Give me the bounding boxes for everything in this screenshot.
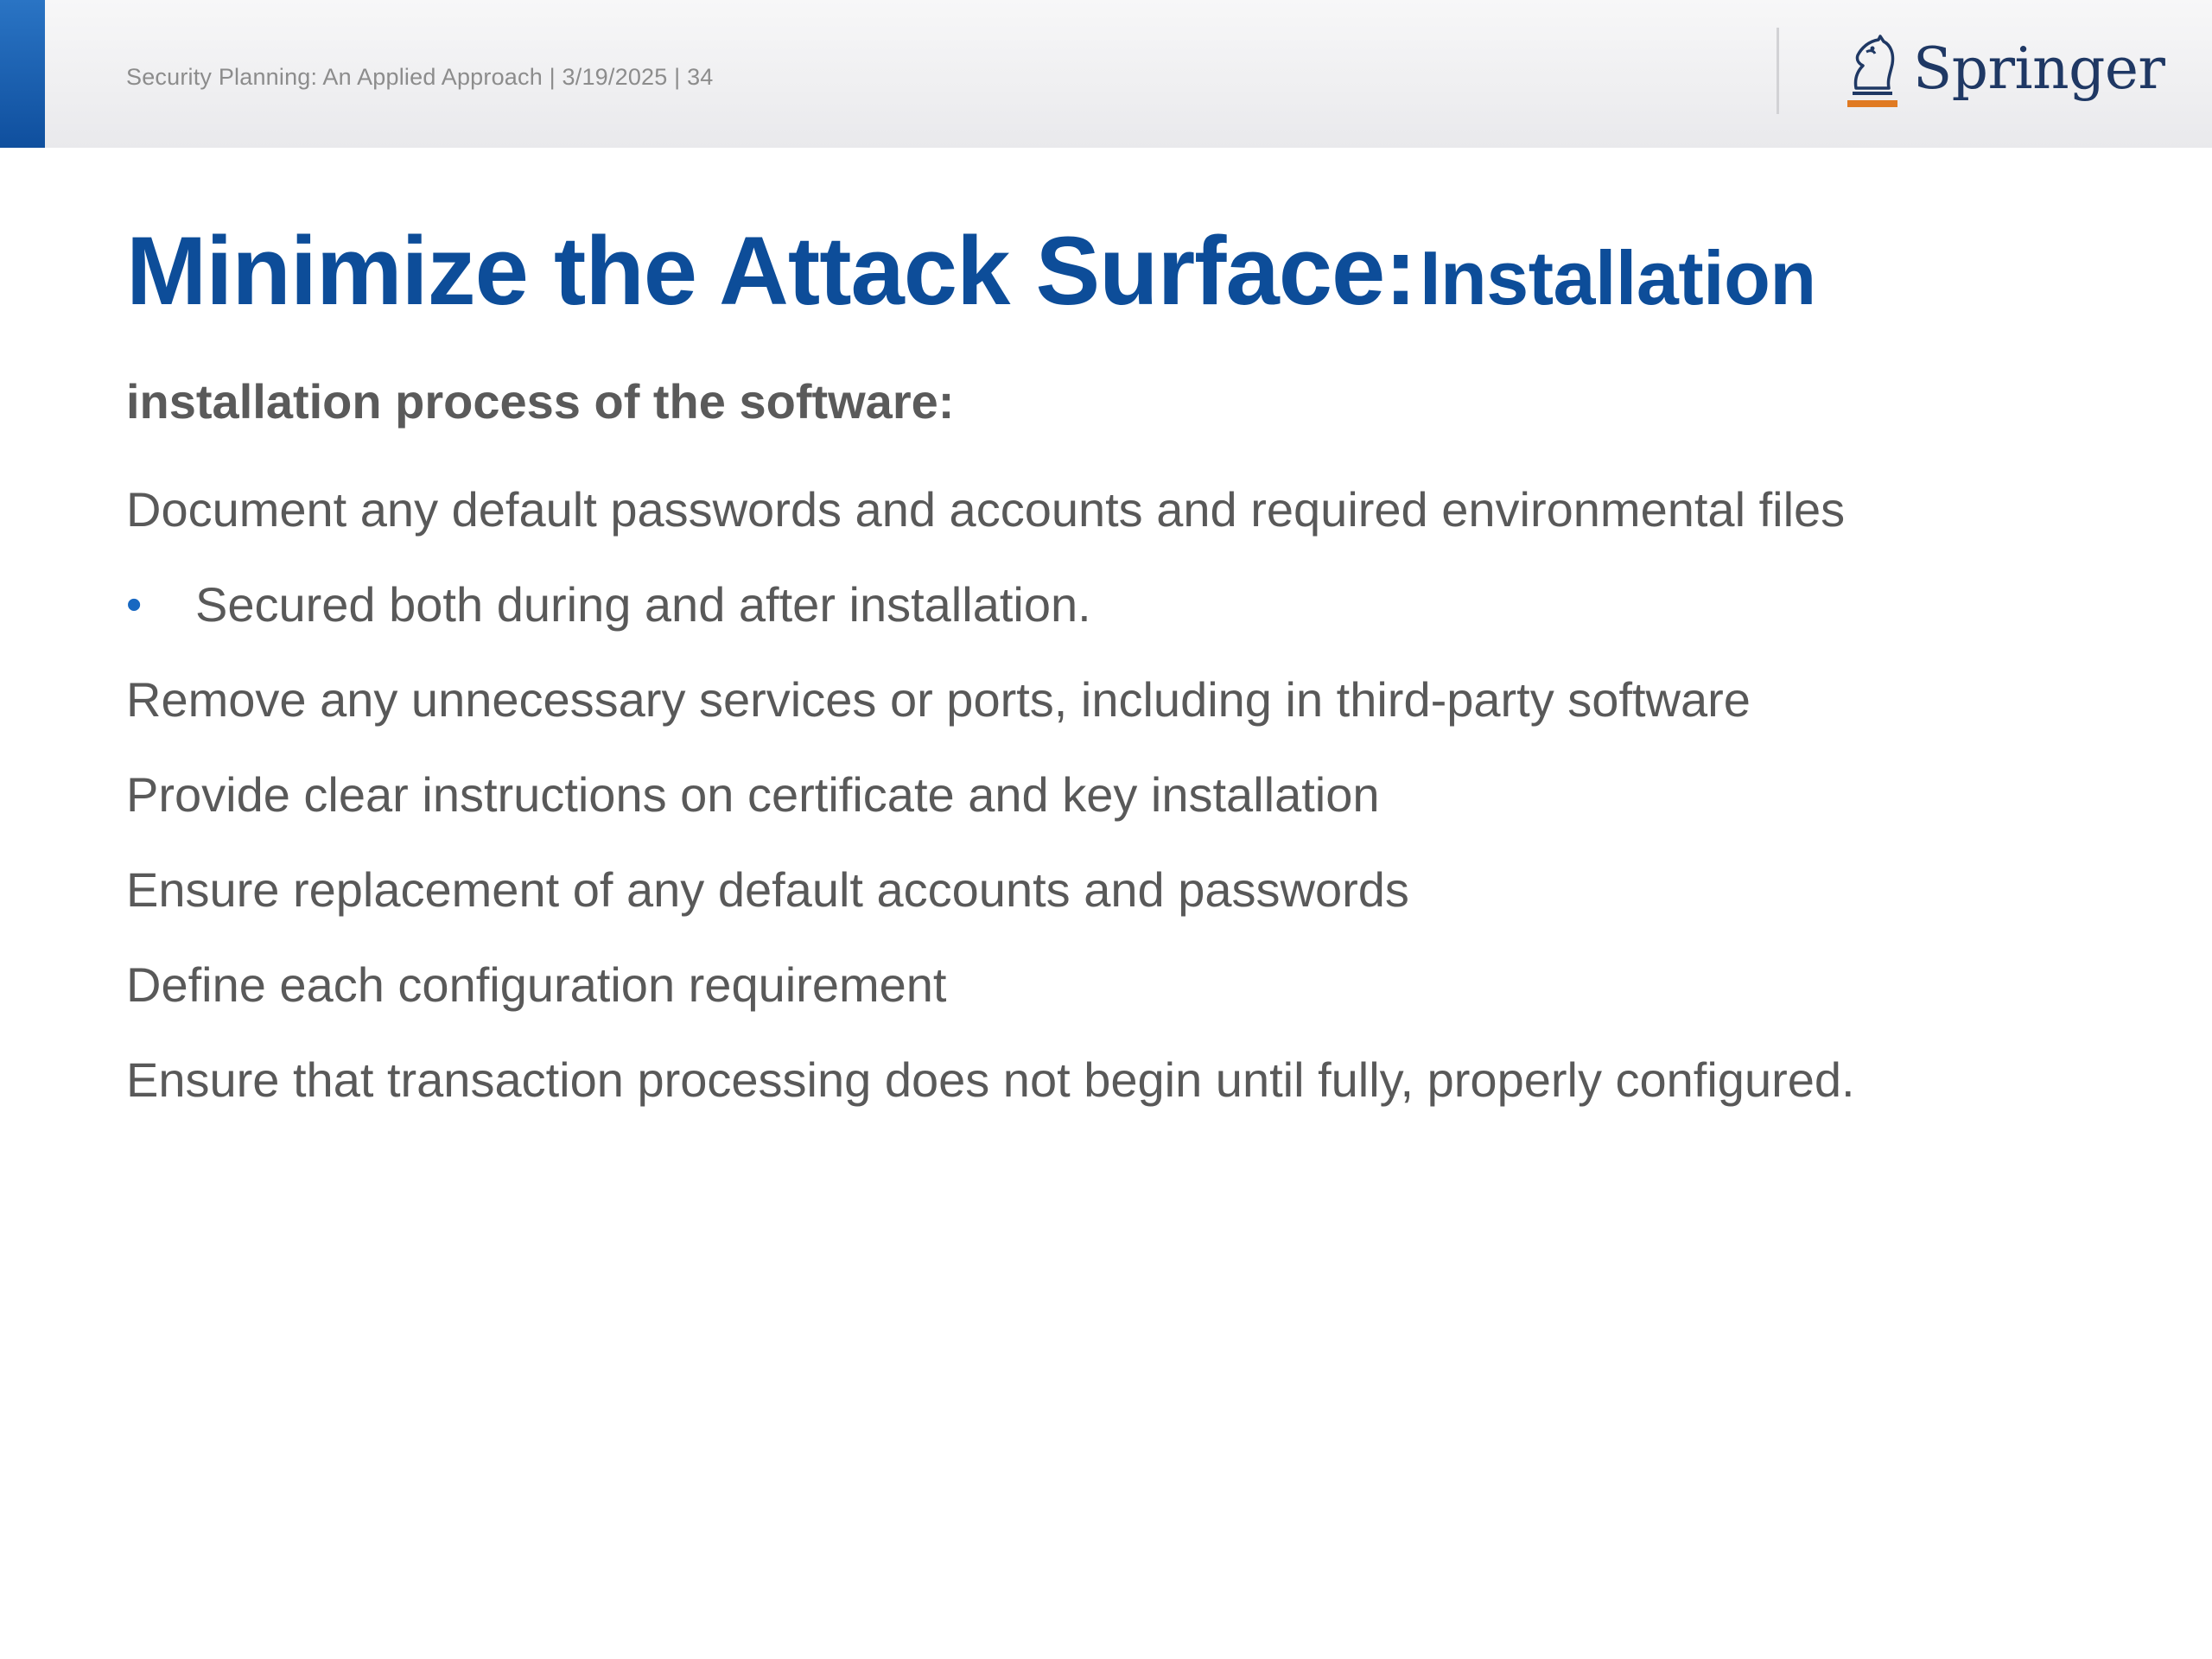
slide-body	[126, 367, 2148, 1128]
slide-title-main: Minimize the Attack Surface:	[126, 217, 1416, 325]
list-item: Define each configuration requirement	[126, 957, 947, 1012]
list-item: Document any default passwords and accounts and required environmental files	[126, 482, 1846, 537]
slide-footer-text: Security Planning: An Applied Approach | 3/19/2025 | 34	[126, 64, 714, 90]
slide-title	[126, 218, 1816, 324]
springer-logo	[1840, 33, 2165, 111]
bullet-item-text: Secured both during and after installation.	[195, 577, 1091, 632]
header-divider	[1777, 28, 1779, 114]
slide-title-sub: Installation	[1420, 235, 1816, 321]
logo-wordmark: Springer	[1913, 35, 2165, 102]
bullet-list-item	[126, 557, 2148, 652]
list-item: Remove any unnecessary services or ports, including in third-party software	[126, 672, 1751, 727]
list-item: Ensure replacement of any default accounts and passwords	[126, 862, 1409, 917]
knight-chess-piece-icon	[1840, 35, 1901, 109]
list-item: Ensure that transaction processing does not begin until fully, properly configured.	[126, 1052, 1855, 1107]
header-accent-bar	[0, 0, 45, 148]
list-item: Provide clear instructions on certificate and key installation	[126, 767, 1380, 822]
bullet-icon: •	[126, 580, 143, 630]
slide-subheading: installation process of the software:	[126, 374, 955, 429]
